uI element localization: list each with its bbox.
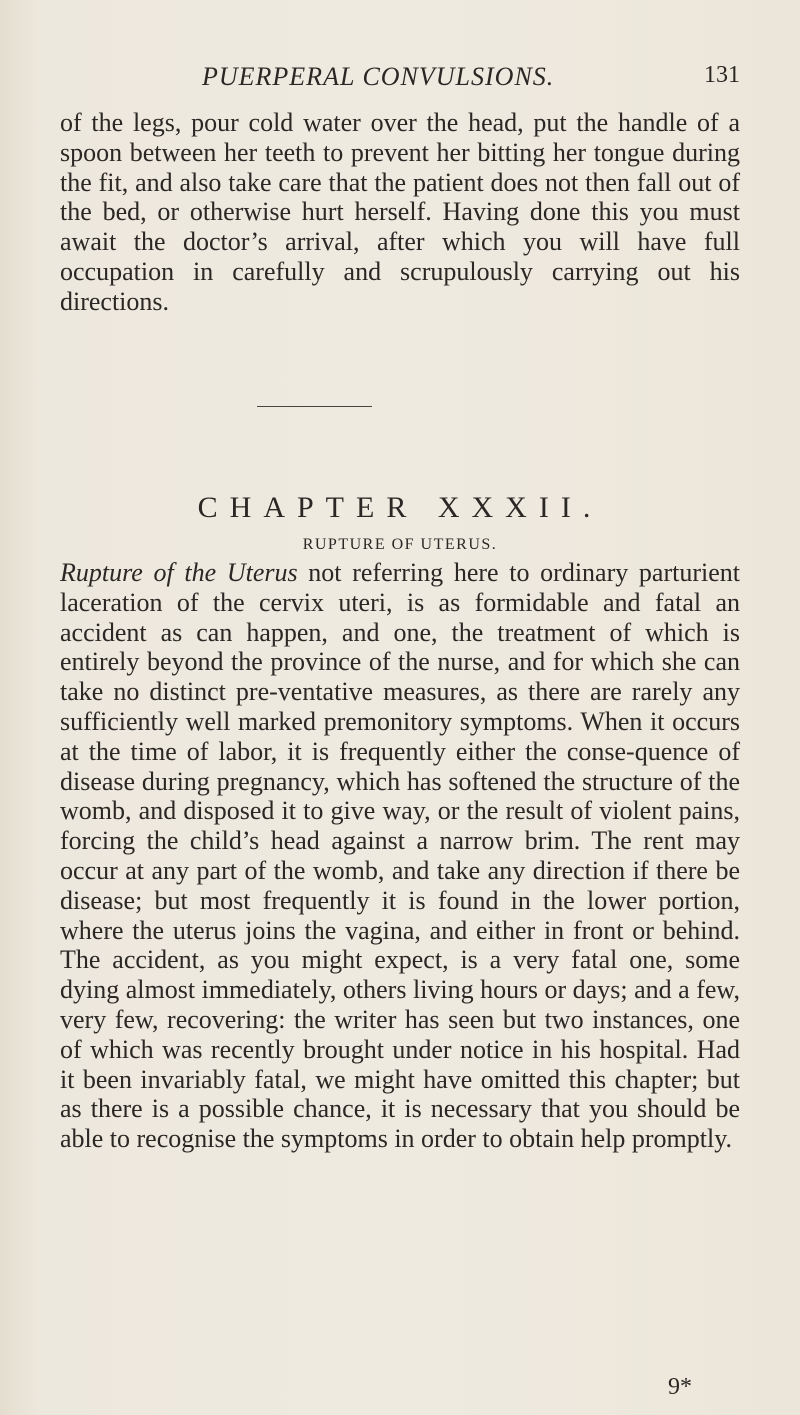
printer-signature-mark: 9*: [668, 1374, 692, 1400]
main-paragraph: [60, 558, 740, 1154]
main-paragraph-body: not referring here to ordinary parturient laceration of the cervix uteri, is as formidable and fatal an accident as can happen, and one, the treatment of which is entirely beyond the province of the nurse, and for which she can take no distinct pre-ventative measures, as there are rarely any sufficiently well marked premonitory symptoms. When it occurs at the time of labor, it is frequently either the conse-quence of disease during pregnancy, which has softened the structure of the womb, and disposed it to give way, or the result of violent pains, forcing the child’s head against a narrow brim. The rent may occur at any part of the womb, and take any direction if there be disease; but most frequently it is found in the lower portion, where the uterus joins the vagina, and either in front or behind. The accident, as you might expect, is a very fatal one, some dying almost immediately, others living hours or days; and a few, very few, recovering: the writer has seen but two instances, one of which was recently brought under notice in his hospital. Had it been invariably fatal, we might have omitted this chapter; but as there is a possible chance, it is necessary that you should be able to recognise the symptoms in order to obtain help promptly.: [60, 558, 740, 1154]
page-number: 131: [704, 62, 740, 88]
italic-lead-phrase: Rupture of the Uterus: [60, 558, 298, 587]
page-header: [60, 62, 740, 102]
chapter-subheading: RUPTURE OF UTERUS.: [302, 536, 498, 553]
main-paragraph-block: [60, 558, 740, 1154]
continued-paragraph: of the legs, pour cold water over the head, put the handle of a spoon between her teeth to prevent her bitting her tongue during the fit, and also take care that the patient does not then fall out of the bed, or otherwise hurt herself. Having done this you must await the doctor’s arrival, after which you will have full occupation in carefully and scrupulously carrying out his directions.: [60, 108, 740, 316]
section-divider: [257, 406, 372, 407]
continued-paragraph-block: [60, 108, 740, 317]
chapter-heading: CHAPTER XXXII.: [197, 491, 603, 524]
running-title: PUERPERAL CONVULSIONS.: [202, 62, 555, 91]
